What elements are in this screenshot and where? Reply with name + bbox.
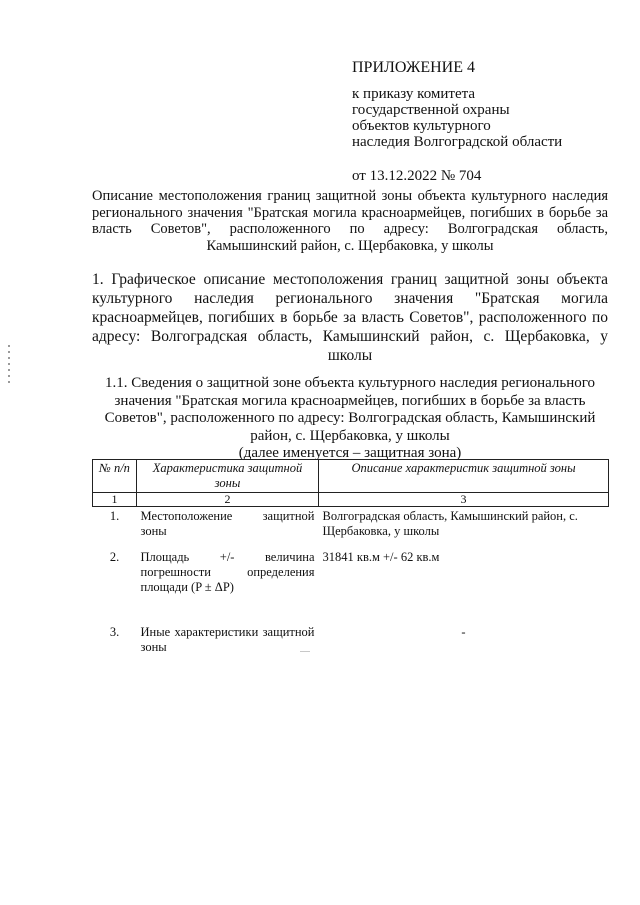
- column-number: 1: [93, 493, 137, 507]
- column-numbers-row: [93, 493, 609, 507]
- section-1-1-block: [92, 375, 608, 463]
- row-number: 3.: [109, 625, 120, 639]
- scan-margin-mark: [8, 345, 10, 385]
- row-characteristic: Иные характеристики защитной зоны: [140, 625, 315, 654]
- row-number: 1.: [109, 509, 120, 523]
- table-spacer: [93, 605, 609, 623]
- table-header-row: [93, 460, 609, 493]
- appendix-line: к приказу комитета: [352, 86, 476, 102]
- row-number: 2.: [109, 550, 120, 564]
- section-1-1-note: (далее именуется – защитная зона): [238, 445, 462, 461]
- scan-artifact: [300, 651, 310, 652]
- row-characteristic: Местоположение защитной зоны: [140, 509, 315, 538]
- zone-table: [92, 459, 609, 666]
- column-number: 3: [319, 493, 609, 507]
- section-1-heading: 1. Графическое описание местоположения границ защитной зоны объекта культурного наследия регионального значения "Братская могила красноармейцев, погибших в борьбе за власть Советов", расположенного по адресу: Волгоградская область, Камышинский район, с. Щербаковка, у школы: [92, 271, 608, 364]
- appendix-line: государственной охраны: [352, 102, 510, 118]
- column-number: 2: [137, 493, 319, 507]
- row-description: 31841 кв.м +/- 62 кв.м: [322, 550, 440, 564]
- row-description: -: [461, 625, 466, 639]
- appendix-line: наследия Волгоградской области: [352, 134, 563, 150]
- table-row: [93, 507, 609, 549]
- header-description: Описание характеристик защитной зоны: [319, 460, 609, 493]
- appendix-heading: ПРИЛОЖЕНИЕ 4: [352, 59, 476, 76]
- row-description: Волгоградская область, Камышинский район, с. Щербаковка, у школы: [322, 509, 578, 538]
- appendix-block: [352, 60, 612, 184]
- header-characteristic: Характеристика защитной зоны: [137, 460, 319, 493]
- table-row: [93, 548, 609, 605]
- appendix-line: объектов культурного: [352, 118, 491, 134]
- table-row: [93, 623, 609, 666]
- document-title: Описание местоположения границ защитной зоны объекта культурного наследия регионального значения "Братская могила красноармейцев, погибших в борьбе за власть Советов", расположенного по адресу: Волгоградская область, Камышинский район, с. Щербаковка, у школы: [92, 188, 608, 254]
- order-date: от 13.12.2022 № 704: [352, 168, 482, 184]
- row-characteristic: Площадь +/- величина погрешности определения площади (P ± ΔP): [140, 550, 315, 594]
- section-1-1-heading: 1.1. Сведения о защитной зоне объекта культурного наследия регионального значения "Братская могила красноармейцев, погибших в борьбе за власть Советов", расположенного по адресу: Волгоградская область, Камышинский район, с. Щербаковка, у школы: [104, 375, 596, 444]
- header-num: № п/п: [93, 460, 137, 493]
